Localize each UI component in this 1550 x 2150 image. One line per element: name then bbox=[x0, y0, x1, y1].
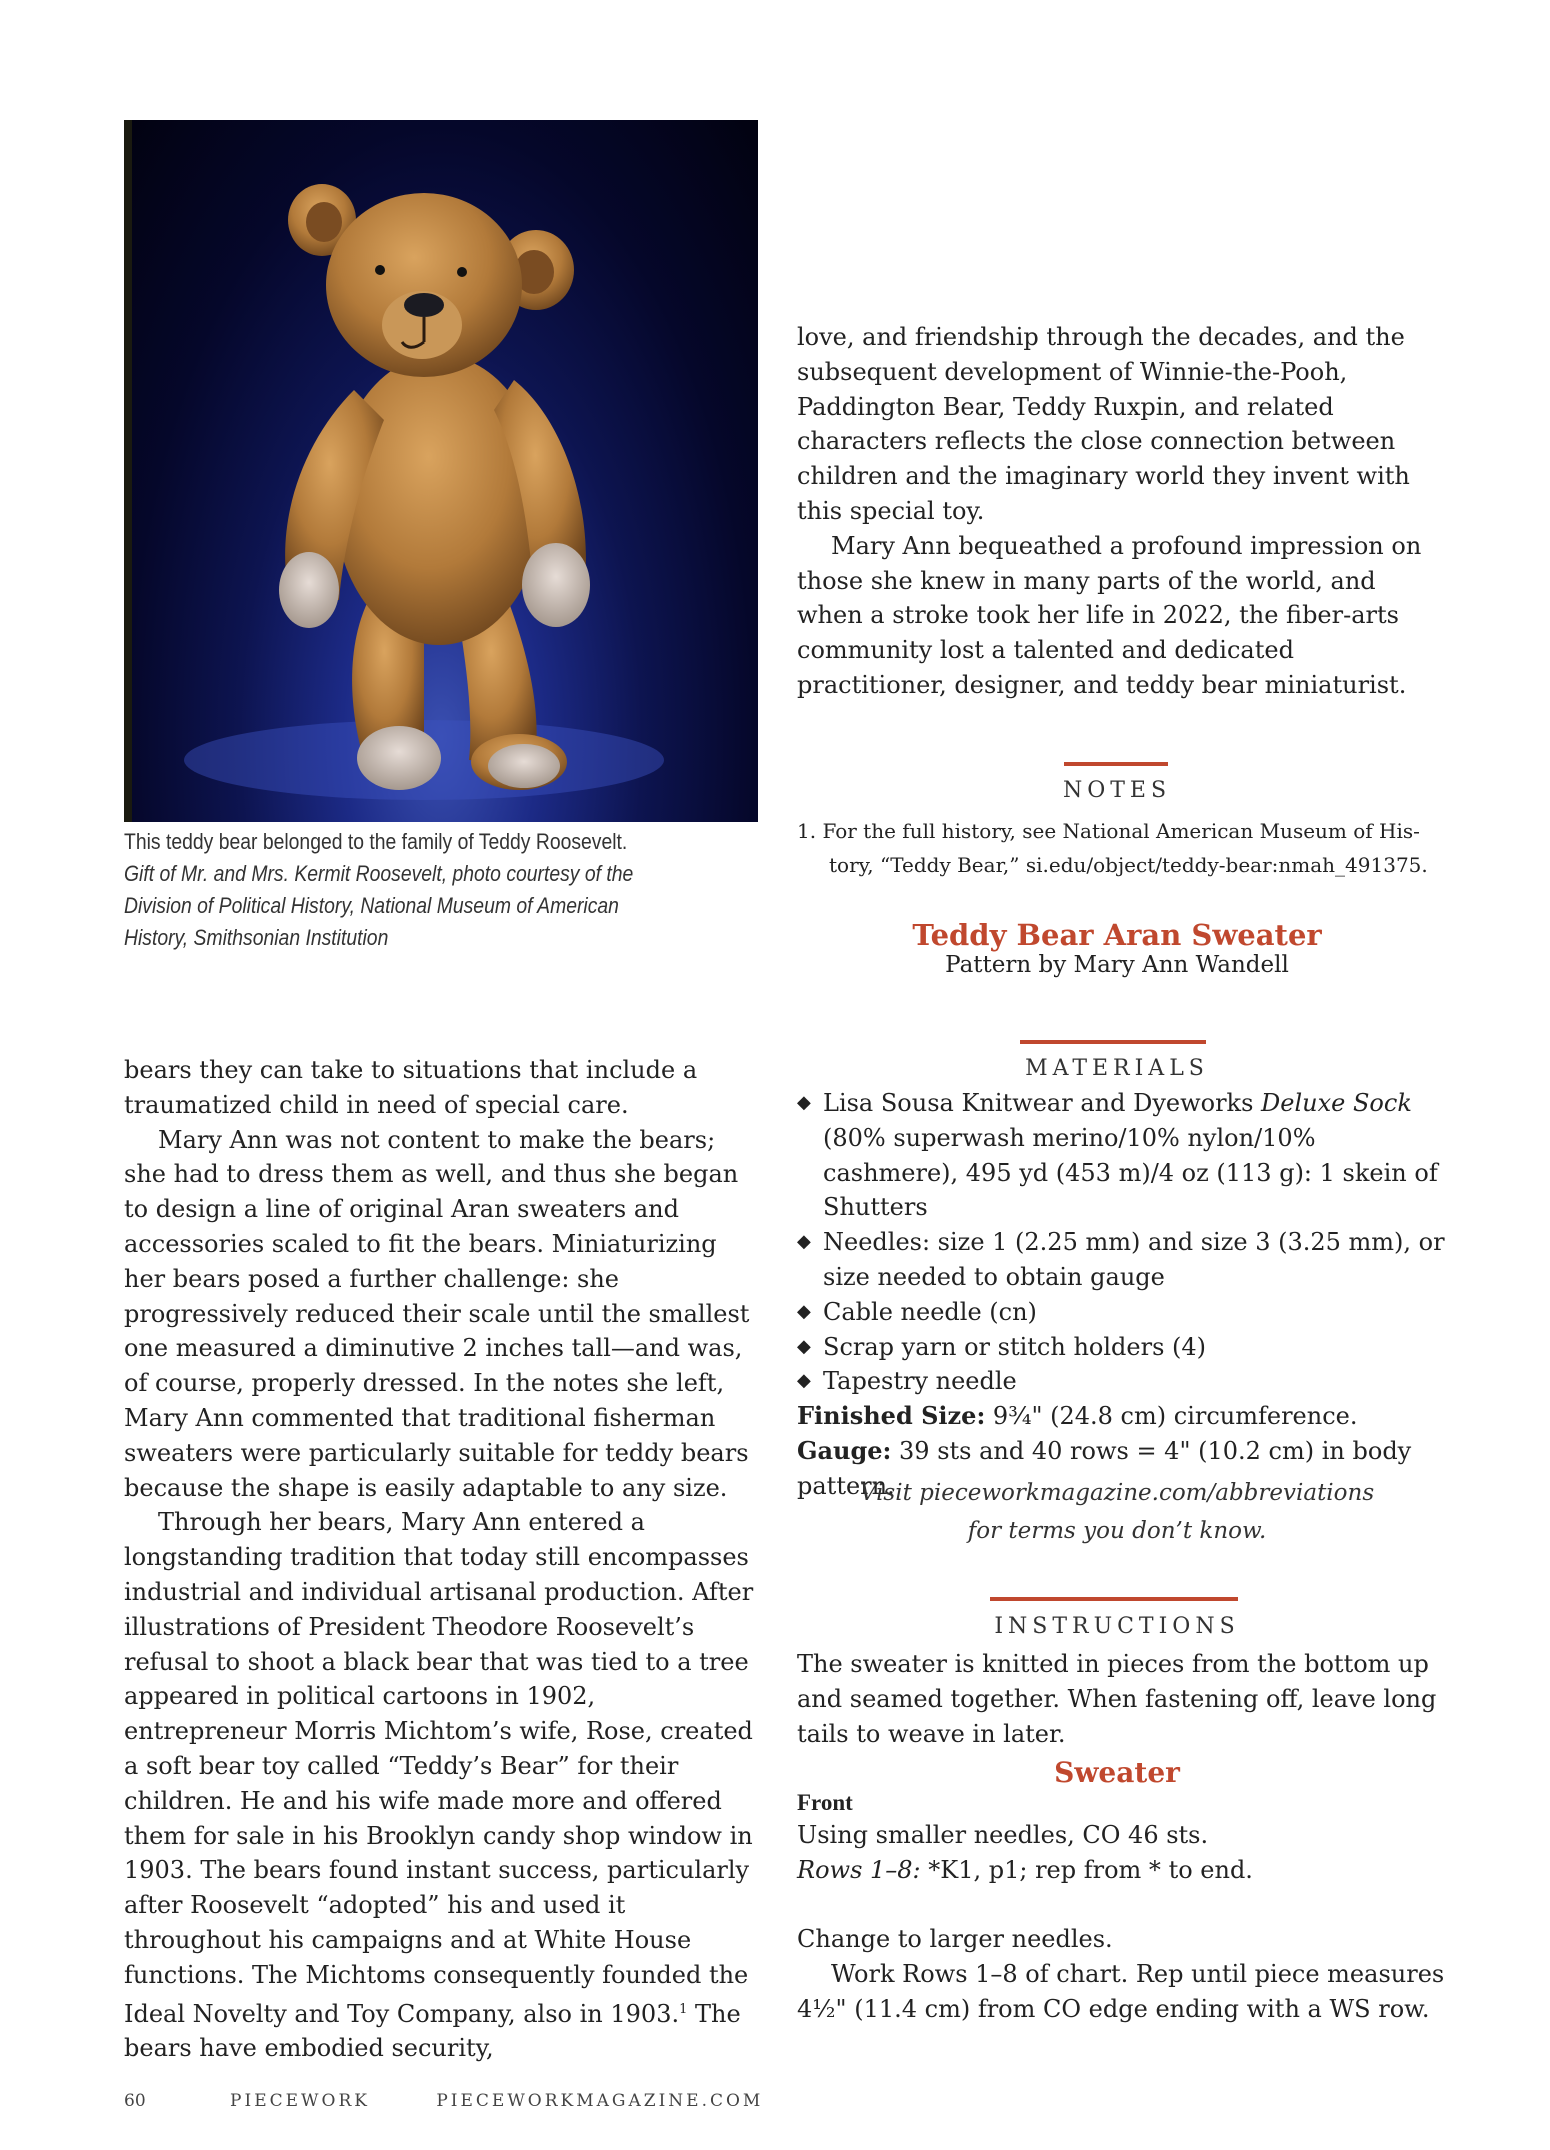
bullet-icon: ◆ bbox=[797, 1092, 811, 1113]
item-text: Cable needle (cn) bbox=[823, 1297, 1037, 1326]
item-text: Tapestry needle bbox=[823, 1367, 1017, 1396]
teddy-bear-photo bbox=[124, 120, 758, 822]
pattern-byline: Pattern by Mary Ann Wandell bbox=[945, 952, 1289, 978]
visit-line: for terms you don’t know. bbox=[967, 1518, 1267, 1544]
item-text: (80% superwash merino/10% nylon/10% cashmere), 495 yd (453 m)/4 oz (113 g): 1 skein of Shutters bbox=[823, 1123, 1438, 1222]
instruction-line bbox=[797, 1853, 1457, 1888]
magazine-site[interactable]: PIECEWORKMAGAZINE.COM bbox=[436, 2091, 764, 2111]
bullet-icon: ◆ bbox=[797, 1335, 811, 1357]
spec-label: Gauge: bbox=[797, 1435, 892, 1465]
paragraph: Mary Ann was not content to make the bears; she had to dress them as well, and thus she began to design a line of original Aran sweaters and accessories scaled to fit the bears. Miniaturizing her bears posed a further challenge: she progressively reduced their scale until the smallest one measured a diminutive 2 inches tall—and was, of course, properly dressed. In the notes she left, Mary Ann commented that traditional fisherman sweaters were particularly suitable for teddy bears because the shape is easily adaptable to any size. bbox=[124, 1125, 750, 1502]
visit-line: Visit pieceworkmagazine.com/abbreviations bbox=[859, 1480, 1375, 1506]
materials-item bbox=[797, 1364, 1457, 1399]
paragraph: love, and friendship through the decades, and the subsequent development of Winnie-the-Pooh, Paddington Bear, Teddy Ruxpin, and related characters reflects the close connection between children and the imaginary world they invent with this special toy. bbox=[797, 323, 1410, 525]
abbreviations-note bbox=[797, 1474, 1437, 1550]
notes-rule bbox=[1064, 762, 1168, 766]
item-text-italic: Deluxe Sock bbox=[1261, 1089, 1412, 1117]
instructions-intro bbox=[797, 1647, 1437, 1751]
materials-item bbox=[797, 1225, 1457, 1295]
pattern-title: Teddy Bear Aran Sweater bbox=[912, 918, 1322, 952]
caption-line: This teddy bear belonged to the family of Teddy Roosevelt. bbox=[124, 829, 628, 854]
instruction-line: Work Rows 1–8 of chart. Rep until piece measures 4½" (11.4 cm) from CO edge ending with a WS row. bbox=[797, 1960, 1445, 2023]
sweater-heading: Sweater bbox=[1054, 1756, 1180, 1789]
notes-list bbox=[797, 814, 1437, 882]
caption-credit: Gift of Mr. and Mrs. Kermit Roosevelt, photo courtesy of the Division of Political History, National Museum of American History, Smithsonian Institution bbox=[124, 861, 634, 950]
paragraph: bears they can take to situations that include a traumatized child in need of special care. bbox=[124, 1056, 698, 1119]
rows-text: *K1, p1; rep from * to end. bbox=[920, 1855, 1253, 1884]
bullet-icon: ◆ bbox=[797, 1300, 811, 1322]
spec-value: 9¾" (24.8 cm) circumference. bbox=[985, 1402, 1358, 1431]
page-footer bbox=[124, 2091, 821, 2111]
finished-size bbox=[797, 1399, 1457, 1434]
bullet-icon: ◆ bbox=[797, 1231, 811, 1253]
materials-item bbox=[797, 1295, 1457, 1330]
paragraph-text-end: The bears have embodied security, bbox=[124, 1999, 741, 2063]
front-heading: Front bbox=[797, 1790, 853, 1815]
note-line: 1. For the full history, see National American Museum of His- bbox=[797, 819, 1420, 843]
item-text: Needles: size 1 (2.25 mm) and size 3 (3.25 mm), or size needed to obtain gauge bbox=[823, 1228, 1445, 1291]
spec-label: Finished Size: bbox=[797, 1401, 986, 1431]
materials-item bbox=[797, 1086, 1457, 1225]
spec-value: 39 sts and 40 rows = 4" (10.2 cm) in body pattern. bbox=[797, 1436, 1412, 1500]
paragraph: The sweater is knitted in pieces from the bottom up and seamed together. When fastening off, leave long tails to weave in later. bbox=[797, 1650, 1437, 1748]
rows-label: Rows 1–8: bbox=[797, 1855, 921, 1884]
instruction-line: Using smaller needles, CO 46 sts. bbox=[797, 1821, 1209, 1849]
footnote-ref[interactable]: 1 bbox=[679, 2001, 688, 2017]
materials-heading: MATERIALS bbox=[1025, 1056, 1209, 1081]
front-instructions bbox=[797, 1818, 1457, 2027]
article-continuation bbox=[797, 320, 1437, 703]
bullet-icon: ◆ bbox=[797, 1370, 811, 1392]
item-text: Scrap yarn or stitch holders (4) bbox=[823, 1332, 1207, 1361]
materials-item bbox=[797, 1330, 1457, 1365]
materials-list bbox=[797, 1086, 1457, 1504]
paragraph bbox=[124, 1505, 764, 2066]
note-line: tory, “Teddy Bear,” si.edu/object/teddy-bear:nmah_491375. bbox=[829, 853, 1428, 877]
paragraph-text: Through her bears, Mary Ann entered a longstanding tradition that today still encompasses industrial and individual artisanal production. After illustrations of President Theodore Roosevelt’s refusal to shoot a black bear that was tied to a tree appeared in political cartoons in 1902, entrepreneur Morris Michtom’s wife, Rose, created a soft bear toy called “Teddy’s Bear” for their children. He and his wife made more and offered them for sale in his Brooklyn candy shop window in 1903. The bears found instant success, particularly after Roosevelt “adopted” his and used it throughout his campaigns and at White House functions. The Michtoms consequently founded the Ideal Novelty and Toy Company, also in 1903. bbox=[124, 1508, 754, 2028]
photo-caption bbox=[124, 826, 687, 954]
notes-heading: NOTES bbox=[1062, 778, 1172, 803]
paragraph: Mary Ann bequeathed a profound impression on those she knew in many parts of the world, and when a stroke took her life in 2022, the fiber-arts community lost a talented and dedicated practitioner, designer, and teddy bear miniaturist. bbox=[797, 531, 1422, 699]
teddy-bear-illustration bbox=[124, 120, 758, 822]
instructions-rule bbox=[990, 1597, 1238, 1601]
magazine-name: PIECEWORK bbox=[230, 2091, 370, 2111]
page-number: 60 bbox=[124, 2091, 146, 2111]
materials-rule bbox=[1020, 1040, 1206, 1044]
spacer bbox=[797, 1888, 1457, 1923]
instruction-line: Change to larger needles. bbox=[797, 1925, 1113, 1954]
item-text: Lisa Sousa Knitwear and Dyeworks bbox=[823, 1089, 1262, 1117]
instructions-heading: INSTRUCTIONS bbox=[994, 1614, 1240, 1639]
article-body bbox=[124, 1053, 764, 2066]
